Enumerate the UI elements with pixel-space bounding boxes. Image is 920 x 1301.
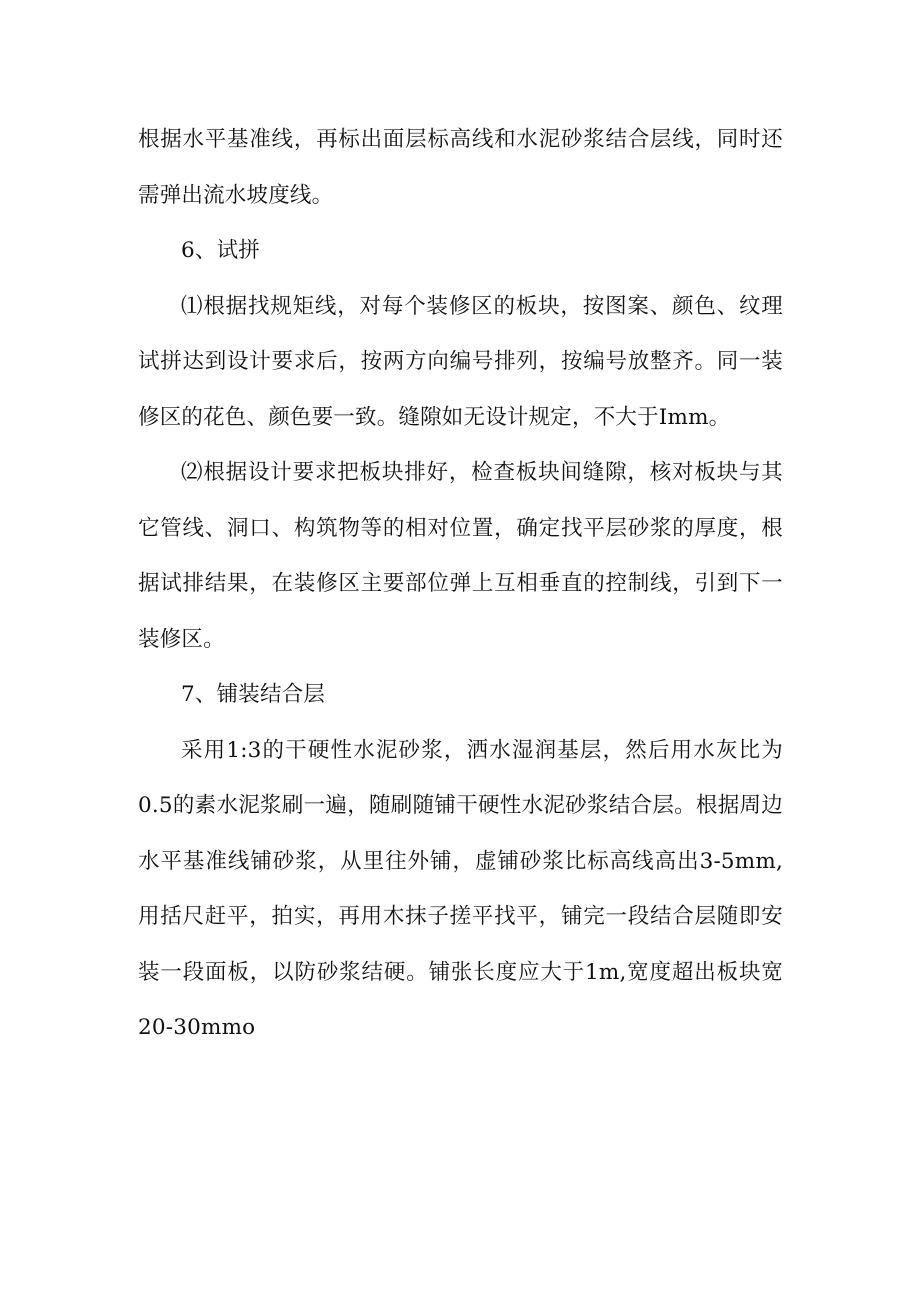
paragraph-bonding-layer: 采用1:3的干硬性水泥砂浆，洒水湿润基层，然后用水灰比为0.5的素水泥浆刷一遍，随刷随铺干硬性水泥砂浆结合层。根据周边水平基准线铺砂浆，从里往外铺，虚铺砂浆比标高线高出3-5mm,用括尺赶平，拍实，再用木抹子搓平找平，铺完一段结合层随即安装一段面板，以防砂浆结硬。铺张长度应大于1m,宽度超出板块宽20-30mmo	[138, 737, 783, 1040]
paragraph-trial-layout-1: ⑴根据找规矩线，对每个装修区的板块，按图案、颜色、纹理试拼达到设计要求后，按两方向编号排列，按编号放整齐。同一装修区的花色、颜色要一致。缝隙如无设计规定，不大于Imm。	[138, 293, 783, 430]
paragraph-baseline-marking: 根据水平基准线，再标出面层标高线和水泥砂浆结合层线，同时还需弹出流水坡度线。	[138, 127, 783, 208]
section-heading-trial-layout: 6、试拼	[181, 238, 260, 263]
document-body	[138, 112, 783, 1056]
section-heading-bonding-layer: 7、铺装结合层	[181, 682, 326, 707]
paragraph-trial-layout-2: ⑵根据设计要求把板块排好，检查板块间缝隙，核对板块与其它管线、洞口、构筑物等的相对位置，确定找平层砂浆的厚度，根据试排结果，在装修区主要部位弹上互相垂直的控制线，引到下一装修区。	[138, 460, 783, 652]
